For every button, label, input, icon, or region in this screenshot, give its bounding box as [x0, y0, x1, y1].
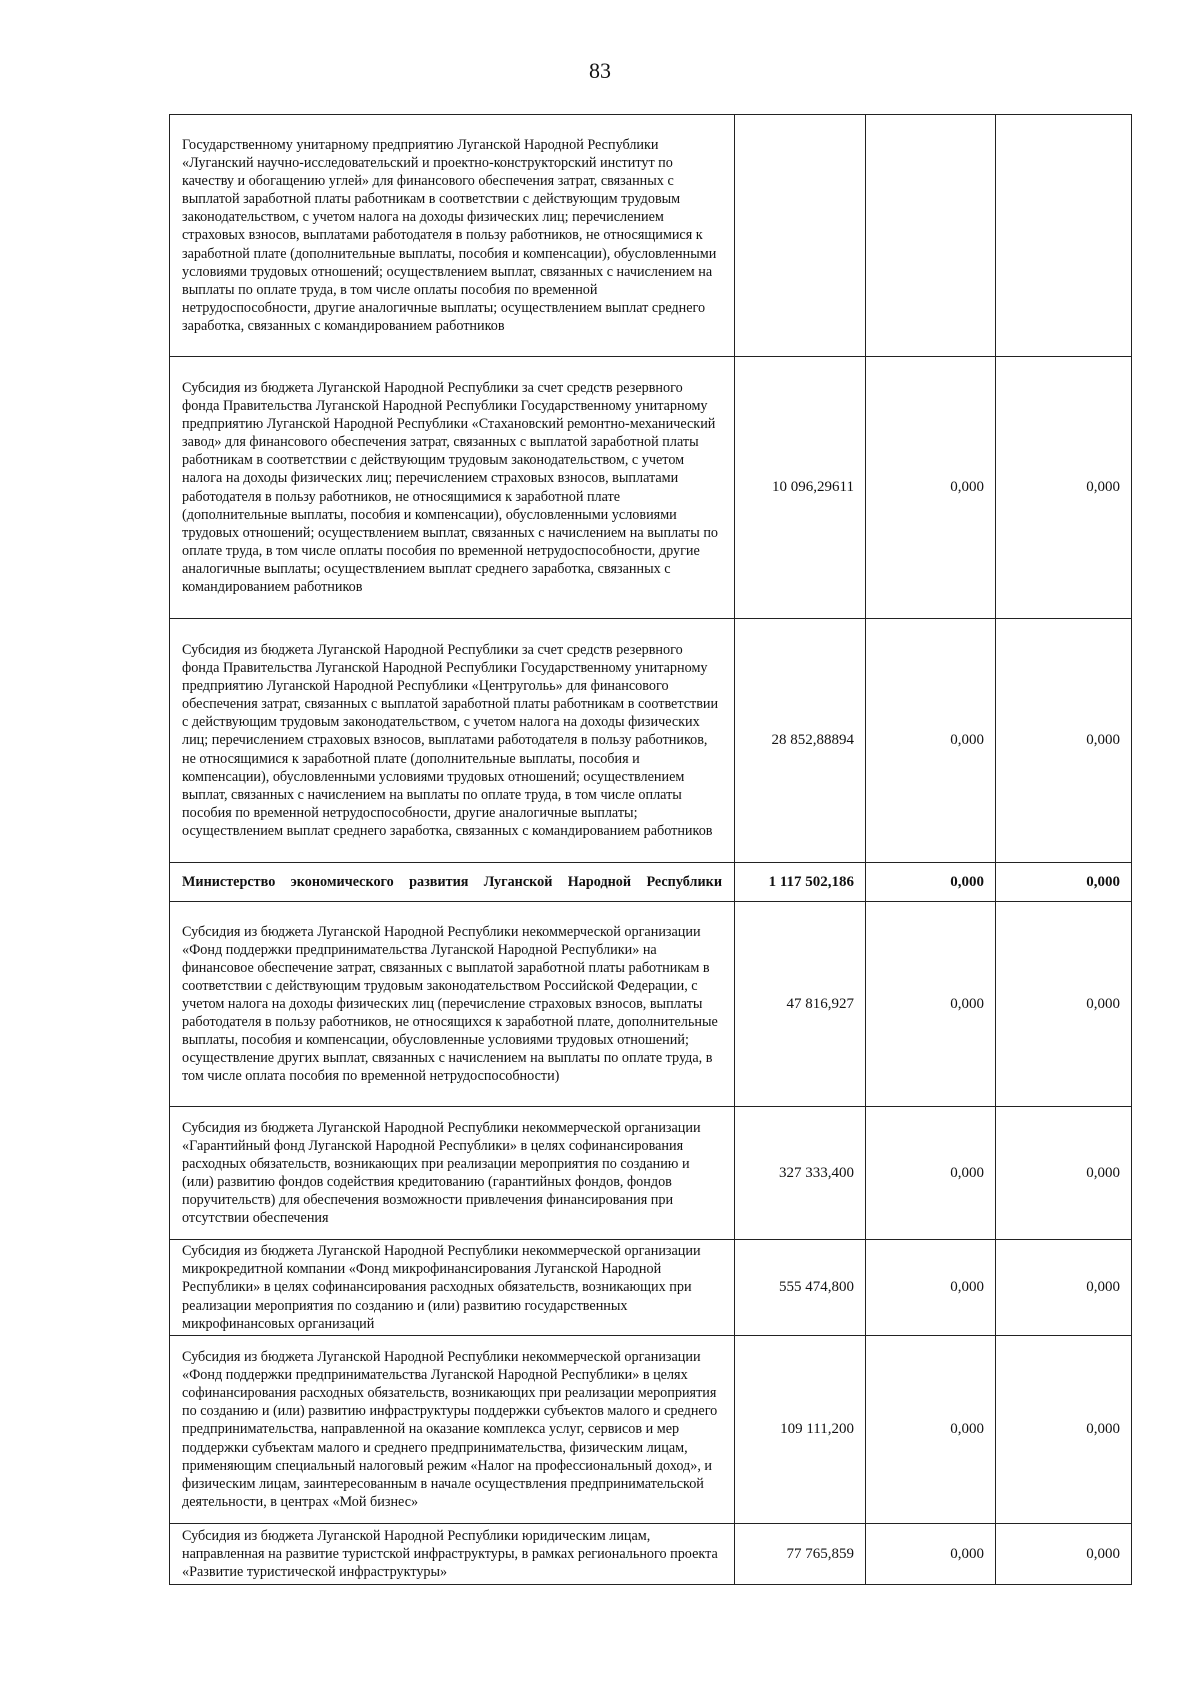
row-value-1 — [735, 115, 866, 357]
table-row — [170, 902, 1132, 1107]
table-row — [170, 1107, 1132, 1240]
table-row — [170, 619, 1132, 863]
row-value-2: 0,000 — [866, 1107, 996, 1240]
row-value-2: 0,000 — [866, 863, 996, 902]
ministry-row — [170, 863, 1132, 902]
ministry-name: Министерство экономического развития Луганской Народной Республики — [170, 863, 735, 902]
row-description: Государственному унитарному предприятию Луганской Народной Республики «Луганский научно-исследовательский и проектно-конструкторский институт по качеству и обогащению углей» для финансового обеспечения затрат, связанных с выплатой заработной платы работникам в соответствии с действующим трудовым законодательством, с учетом налога на доходы физических лиц; перечислением страховых взносов, выплатами работодателя в пользу работников, не относящимися к заработной плате (дополнительные выплаты, пособия и компенсации), обусловленными условиями трудовых отношений; осуществлением выплат, связанных с начислением на выплаты по оплате труда, в том числе оплаты пособия по временной нетрудоспособности, другие аналогичные выплаты; осуществлением выплат среднего заработка, связанных с командированием работников — [170, 115, 735, 357]
table-row — [170, 357, 1132, 619]
row-description: Субсидия из бюджета Луганской Народной Республики некоммерческой организации «Гарантийный фонд Луганской Народной Республики» в целях софинансирования расходных обязательств, возникающих при реализации мероприятия по созданию и (или) развитию фондов содействия кредитованию (гарантийных фондов, фондов поручительств) для обеспечения возможности привлечения финансирования при отсутствии обеспечения — [170, 1107, 735, 1240]
table-row — [170, 1240, 1132, 1336]
page-number: 83 — [589, 58, 611, 83]
row-value-3: 0,000 — [996, 619, 1132, 863]
table-row — [170, 115, 1132, 357]
row-value-3: 0,000 — [996, 902, 1132, 1107]
row-value-1: 555 474,800 — [735, 1240, 866, 1336]
row-value-2: 0,000 — [866, 902, 996, 1107]
row-value-1: 77 765,859 — [735, 1524, 866, 1585]
row-value-1: 10 096,29611 — [735, 357, 866, 619]
row-value-1: 327 333,400 — [735, 1107, 866, 1240]
row-value-1: 47 816,927 — [735, 902, 866, 1107]
row-value-2: 0,000 — [866, 1240, 996, 1336]
row-value-3: 0,000 — [996, 1336, 1132, 1524]
row-value-1: 109 111,200 — [735, 1336, 866, 1524]
row-value-3: 0,000 — [996, 1524, 1132, 1585]
row-value-2: 0,000 — [866, 1524, 996, 1585]
row-value-3: 0,000 — [996, 863, 1132, 902]
table-row — [170, 1336, 1132, 1524]
row-value-2: 0,000 — [866, 1336, 996, 1524]
budget-table — [169, 114, 1132, 1585]
row-description: Субсидия из бюджета Луганской Народной Республики за счет средств резервного фонда Правительства Луганской Народной Республики Государственному унитарному предприятию Луганской Народной Республики «Центругольь» для финансового обеспечения затрат, связанных с выплатой заработной платы работникам в соответствии с действующим трудовым законодательством, с учетом налога на доходы физических лиц; перечислением страховых взносов, выплатами работодателя в пользу работников, не относящимися к заработной плате (дополнительные выплаты, пособия и компенсации), обусловленными условиями трудовых отношений; осуществлением выплат, связанных с начислением на выплаты по оплате труда, в том числе оплаты пособия по временной нетрудоспособности, другие аналогичные выплаты; осуществлением выплат среднего заработка, связанных с командированием работников — [170, 619, 735, 863]
row-description: Субсидия из бюджета Луганской Народной Республики некоммерческой организации «Фонд поддержки предпринимательства Луганской Народной Республики» в целях софинансирования расходных обязательств, возникающих при реализации мероприятия по созданию и (или) развитию инфраструктуры поддержки субъектов малого и среднего предпринимательства, направленной на оказание комплекса услуг, сервисов и мер поддержки субъектам малого и среднего предпринимательства, физическим лицам, применяющим специальный налоговый режим «Налог на профессиональный доход», и физическим лицам, заинтересованным в начале осуществления предпринимательской деятельности, в центрах «Мой бизнес» — [170, 1336, 735, 1524]
row-description: Субсидия из бюджета Луганской Народной Республики за счет средств резервного фонда Правительства Луганской Народной Республики Государственному унитарному предприятию Луганской Народной Республики «Стахановский ремонтно-механический завод» для финансового обеспечения затрат, связанных с выплатой заработной платы работникам в соответствии с действующим трудовым законодательством, с учетом налога на доходы физических лиц; перечислением страховых взносов, выплатами работодателя в пользу работников, не относящимися к заработной плате (дополнительные выплаты, пособия и компенсации), обусловленными условиями трудовых отношений; осуществлением выплат, связанных с начислением на выплаты по оплате труда, в том числе оплаты пособия по временной нетрудоспособности, другие аналогичные выплаты; осуществлением выплат среднего заработка, связанных с командированием работников — [170, 357, 735, 619]
row-value-3: 0,000 — [996, 357, 1132, 619]
row-description: Субсидия из бюджета Луганской Народной Республики некоммерческой организации «Фонд поддержки предпринимательства Луганской Народной Республики» на финансовое обеспечение затрат, связанных с выплатой заработной платы работникам в соответствии с действующим трудовым законодательством Российской Федерации, с учетом налога на доходы физических лиц (перечисление страховых взносов, выплаты работодателя в пользу работников, не относящихся к заработной плате, дополнительные выплаты, пособия и компенсации, обусловленные условиями трудовых отношений; осуществление других выплат, связанных с начислением на выплаты по оплате труда, в том числе оплата пособия по временной нетрудоспособности) — [170, 902, 735, 1107]
table-row — [170, 1524, 1132, 1585]
row-value-1: 28 852,88894 — [735, 619, 866, 863]
row-description: Субсидия из бюджета Луганской Народной Республики некоммерческой организации микрокредитной компании «Фонд микрофинансирования Луганской Народной Республики» в целях софинансирования расходных обязательств, возникающих при реализации мероприятия по созданию и (или) развитию государственных микрофинансовых организаций — [170, 1240, 735, 1336]
row-value-1: 1 117 502,186 — [735, 863, 866, 902]
row-value-3: 0,000 — [996, 1240, 1132, 1336]
row-description: Субсидия из бюджета Луганской Народной Республики юридическим лицам, направленная на развитие туристской инфраструктуры, в рамках регионального проекта «Развитие туристической инфраструктуры» — [170, 1524, 735, 1585]
row-value-3 — [996, 115, 1132, 357]
row-value-2: 0,000 — [866, 357, 996, 619]
row-value-2: 0,000 — [866, 619, 996, 863]
row-value-2 — [866, 115, 996, 357]
row-value-3: 0,000 — [996, 1107, 1132, 1240]
